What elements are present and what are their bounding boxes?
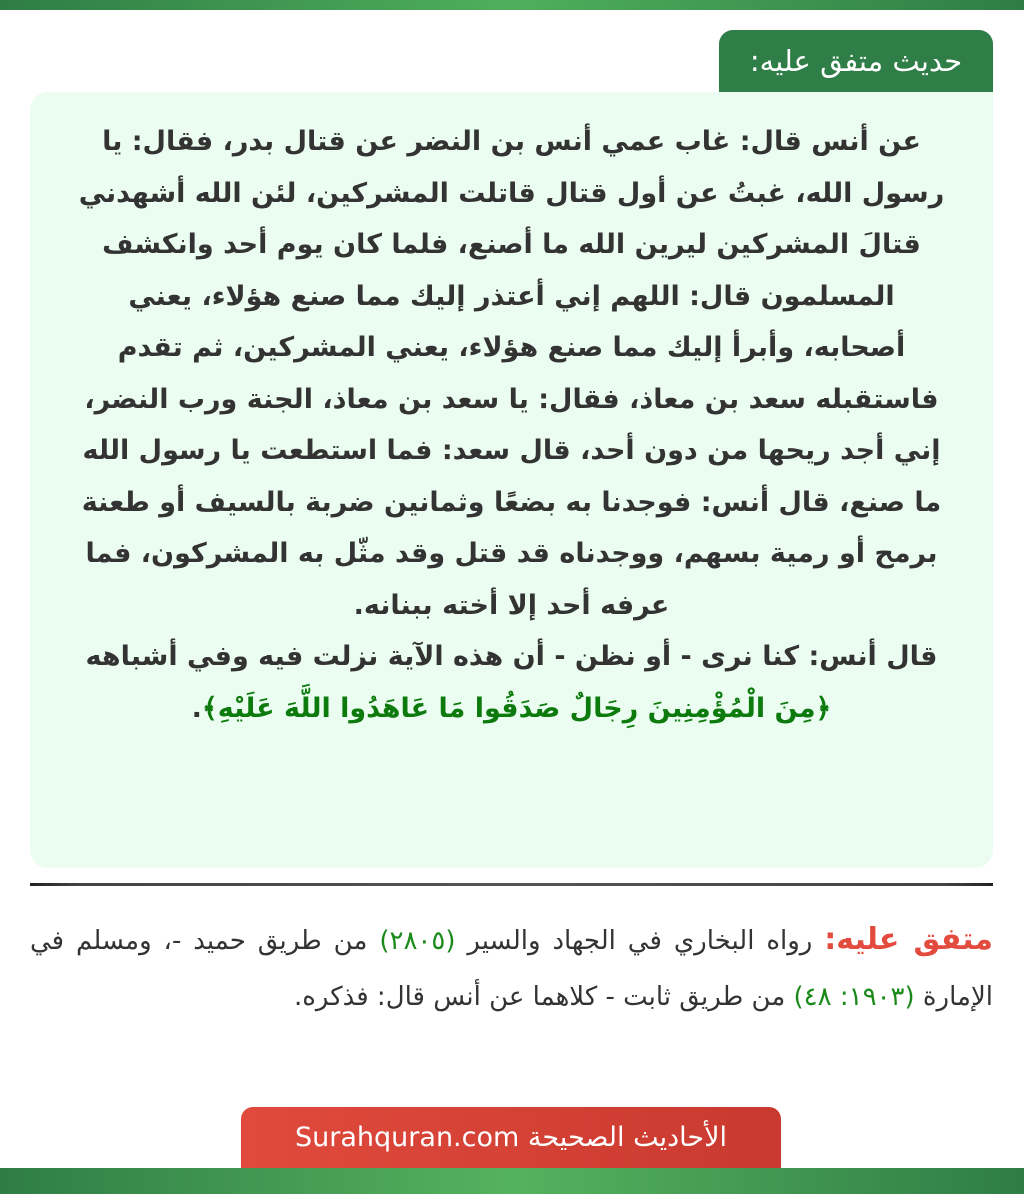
source-citation: [30, 912, 993, 1025]
site-brand-button[interactable]: الأحاديث الصحيحة Surahquran.com: [241, 1107, 781, 1168]
hadith-paragraph-2-text: قال أنس: كنا نرى - أو نظن - أن هذه الآية نزلت فيه وفي أشباهه: [85, 641, 938, 672]
quran-verse: ﴿مِنَ الْمُؤْمِنِينَ رِجَالٌ صَدَقُوا مَا عَاهَدُوا اللَّهَ عَلَيْهِ﴾: [201, 692, 832, 724]
section-divider: [30, 883, 993, 886]
bukhari-reference: (٢٨٠٥): [379, 926, 456, 956]
source-text-3: من طريق ثابت - كلاهما عن أنس قال: فذكره.: [293, 982, 794, 1012]
hadith-card: [30, 92, 993, 868]
bottom-decorative-bar: [0, 1168, 1024, 1194]
source-label: متفق عليه:: [824, 922, 993, 957]
hadith-type-label: حديث متفق عليه:: [719, 30, 993, 92]
top-decorative-bar: [0, 0, 1024, 10]
source-text-2: من طريق حميد -، ومسلم في الإمارة: [30, 926, 993, 1012]
hadith-body: [78, 116, 945, 734]
hadith-paragraph-2: [78, 631, 945, 734]
muslim-reference: (١٩٠٣: ٤٨): [793, 982, 915, 1012]
hadith-paragraph-2-end: .: [191, 692, 202, 724]
source-text-1: رواه البخاري في الجهاد والسير: [455, 926, 825, 956]
hadith-paragraph-1: عن أنس قال: غاب عمي أنس بن النضر عن قتال بدر، فقال: يا رسول الله، غبتُ عن أول قتال قاتلت المشركين، لئن الله أشهدني قتالَ المشركين ليرين الله ما أصنع، فلما كان يوم أحد وانكشف المسلمون قال: اللهم إني أعتذر إليك مما صنع هؤلاء، يعني أصحابه، وأبرأ إليك مما صنع هؤلاء، يعني المشركين، ثم تقدم فاستقبله سعد بن معاذ، فقال: يا سعد بن معاذ، الجنة ورب النضر، إني أجد ريحها من دون أحد، قال سعد: فما استطعت يا رسول الله ما صنع، قال أنس: فوجدنا به بضعًا وثمانين ضربة بالسيف أو طعنة برمح أو رمية بسهم، ووجدناه قد قتل وقد مثّل به المشركون، فما عرفه أحد إلا أخته ببنانه.: [78, 126, 945, 621]
